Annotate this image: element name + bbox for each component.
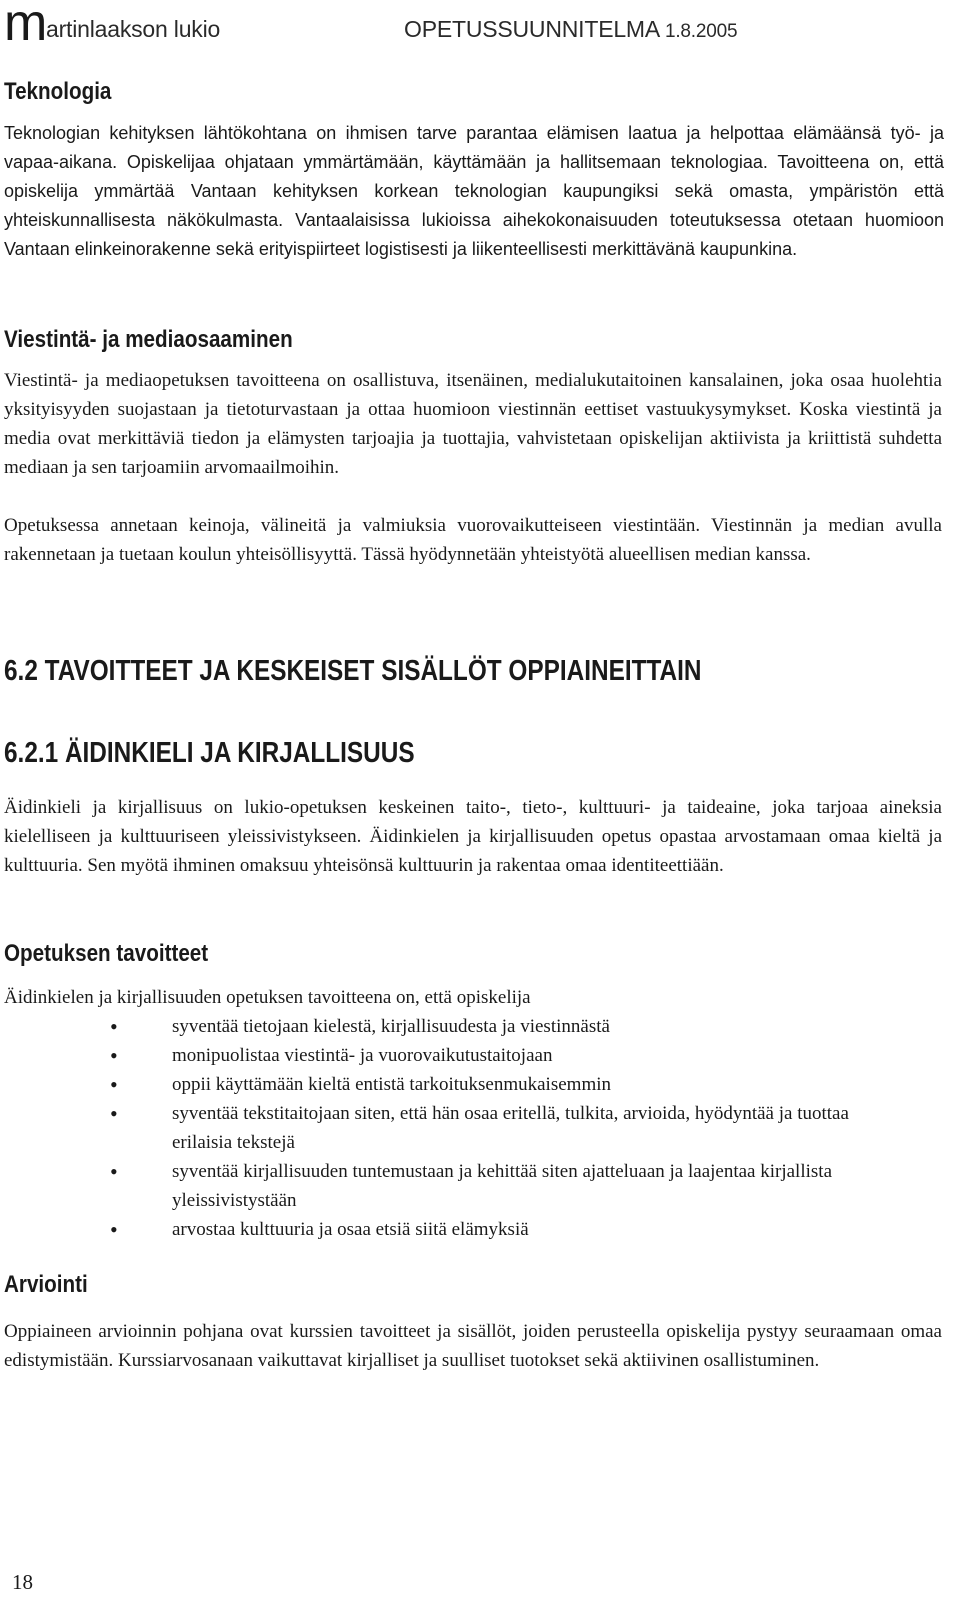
paragraph-teknologia: Teknologian kehityksen lähtökohtana on ihmisen tarve parantaa elämisen laatua ja helpottaa elämäänsä työ- ja vapaa-aikana. Opiskelijaa ohjataan ymmärtämään, käyttämään ja hallitsemaan teknologiaa. Tavoitteena on, että opiskelija ymmärtää Vantaan kehityksen korkean teknologian kaupungiksi sekä omasta, ympäristön että yhteiskunnallisesta näkökulmasta. Vantaalaisissa lukioissa aihekokonaisuuden toteutuksessa otetaan huomioon Vantaan elinkeinorakenne sekä erityispiirteet logistisesti ja liikenteellisesti merkittävänä kaupunkina. xyxy=(4,123,944,259)
list-item xyxy=(110,1070,900,1099)
bullet-icon: • xyxy=(110,1014,118,1039)
tavoitteet-intro: Äidinkielen ja kirjallisuuden opetuksen tavoitteena on, että opiskelija xyxy=(4,987,531,1008)
list-item xyxy=(110,1099,900,1157)
list-item xyxy=(110,1157,900,1215)
list-item-text: arvostaa kulttuuria ja osaa etsiä siitä elämyksiä xyxy=(172,1219,529,1240)
heading-arviointi: Arviointi xyxy=(4,1271,88,1298)
heading-teknologia: Teknologia xyxy=(4,78,112,105)
heading-viestinta: Viestintä- ja mediaosaaminen xyxy=(4,326,293,353)
bullet-icon: • xyxy=(110,1159,118,1184)
list-item-text: syventää kirjallisuuden tuntemustaan ja kehittää siten ajatteluaan ja laajentaa kirjallista yleissivistystään xyxy=(172,1161,832,1211)
bullet-icon: • xyxy=(110,1101,118,1126)
bullet-icon: • xyxy=(110,1072,118,1097)
document-date: 1.8.2005 xyxy=(664,21,738,42)
document-title xyxy=(404,16,737,43)
paragraph-viestinta-2: Opetuksessa annetaan keinoja, välineitä ja valmiuksia vuorovaikutteiseen viestintään. Viestinnän ja median avulla rakennetaan ja tuetaan koulun yhteisöllisyyttä. Tässä hyödynnetään yhteistyötä alueellisen median kanssa. xyxy=(4,515,942,565)
list-item xyxy=(110,1012,900,1041)
tavoitteet-list xyxy=(110,1012,900,1244)
heading-opetuksen-tavoitteet: Opetuksen tavoitteet xyxy=(4,940,209,967)
paragraph-viestinta-1: Viestintä- ja mediaopetuksen tavoitteena on osallistuva, itsenäinen, medialukutaitoinen kansalainen, joka osaa huolehtia yksityisyyden suojastaan ja tietoturvastaan ja ottaa huomioon viestinnän eettiset vastuukysymykset. Koska viestintä ja media ovat merkittäviä tiedon ja elämysten tarjoajia ja tuottajia, vahvistetaan opiskelijan aktiivista ja kriittistä suhdetta mediaan ja sen tarjoamiin arvomaailmoihin. xyxy=(4,370,942,478)
heading-section-6-2-1: 6.2.1 ÄIDINKIELI JA KIRJALLISUUS xyxy=(4,737,415,769)
paragraph-aidinkieli: Äidinkieli ja kirjallisuus on lukio-opetuksen keskeinen taito-, tieto-, kulttuuri- ja taideaine, joka tarjoaa aineksia kielelliseen ja kulttuuriseen yleissivistykseen. Äidinkielen ja kirjallisuuden opetus opastaa arvostamaan omaa kieltä ja kulttuuria. Sen myötä ihminen omaksuu yhteisönsä kulttuurin ja rakentaa omaa identiteettiään. xyxy=(4,797,942,876)
list-item xyxy=(110,1041,900,1070)
page-header xyxy=(4,0,944,50)
school-name: artinlaakson lukio xyxy=(46,16,221,42)
document-title-text: OPETUSSUUNNITELMA xyxy=(404,16,659,42)
list-item-text: syventää tekstitaitojaan siten, että hän osaa eritellä, tulkita, arvioida, hyödyntää ja tuottaa erilaisia tekstejä xyxy=(172,1103,849,1153)
school-logo-letter: m xyxy=(4,0,48,52)
page-number: 18 xyxy=(12,1570,33,1594)
heading-section-6-2: 6.2 TAVOITTEET JA KESKEISET SISÄLLÖT OPPIAINEITTAIN xyxy=(4,655,702,687)
paragraph-arviointi: Oppiaineen arvioinnin pohjana ovat kurssien tavoitteet ja sisällöt, joiden perusteella opiskelija pystyy seuraamaan omaa edistymistään. Kurssiarvosanaan vaikuttavat kirjalliset ja suulliset tuotokset sekä aktiivinen osallistuminen. xyxy=(4,1321,942,1371)
list-item xyxy=(110,1215,900,1244)
list-item-text: monipuolistaa viestintä- ja vuorovaikutustaitojaan xyxy=(172,1045,553,1066)
bullet-icon: • xyxy=(110,1043,118,1068)
list-item-text: syventää tietojaan kielestä, kirjallisuudesta ja viestinnästä xyxy=(172,1016,610,1037)
bullet-icon: • xyxy=(110,1217,118,1242)
list-item-text: oppii käyttämään kieltä entistä tarkoituksenmukaisemmin xyxy=(172,1074,612,1095)
